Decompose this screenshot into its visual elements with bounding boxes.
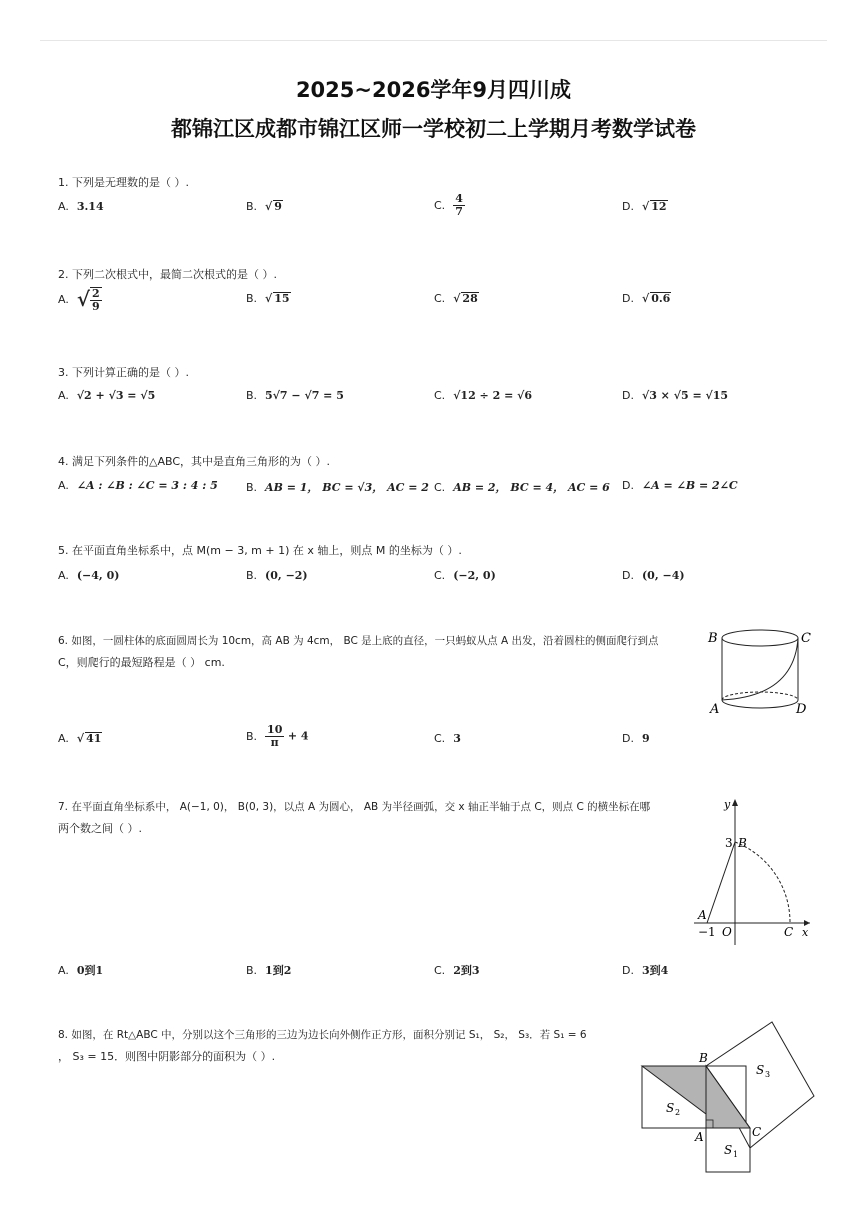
q5-option-c[interactable]: C. (−2, 0) bbox=[434, 569, 496, 582]
question-2 bbox=[58, 264, 277, 286]
label-minus-one: −1 bbox=[698, 925, 716, 939]
question-stem-line1: 7. 在平面直角坐标系中， A(−1, 0)， B(0, 3)，以点 A 为圆心， AB 为半径画弧，交 x 轴正半轴于点 C，则点 C 的横坐标在哪 bbox=[58, 801, 651, 813]
q2-option-d[interactable]: D. √ 0.6 bbox=[622, 292, 671, 305]
q4-option-c[interactable]: C. AB = 2， BC = 4， AC = 6 bbox=[434, 481, 610, 494]
squares-figure bbox=[636, 1016, 816, 1176]
label-c: C bbox=[752, 1125, 762, 1139]
label-a: A bbox=[695, 1130, 704, 1144]
label-s1-sub: 1 bbox=[733, 1150, 739, 1159]
question-stem: 3. 下列计算正确的是（ ）. bbox=[58, 366, 189, 379]
q3-option-c[interactable]: C. √12 ÷ 2 = √6 bbox=[434, 389, 533, 402]
label-origin: O bbox=[722, 925, 732, 939]
question-stem: 5. 在平面直角坐标系中，点 M(m − 3, m + 1) 在 x 轴上，则点 M 的坐标为（ ）. bbox=[58, 544, 462, 557]
q6-option-a[interactable]: A. √ 41 bbox=[58, 732, 102, 745]
q1-option-b[interactable]: B. √ 9 bbox=[246, 200, 282, 213]
question-8 bbox=[58, 1024, 638, 1068]
question-7 bbox=[58, 796, 698, 840]
question-stem: 1. 下列是无理数的是（ ）. bbox=[58, 176, 189, 189]
label-three: 3 bbox=[725, 836, 733, 850]
q2-option-a[interactable]: A. √ $\frac{2}{9}$ bbox=[58, 287, 100, 313]
q6-option-d[interactable]: D. 9 bbox=[622, 732, 650, 745]
question-stem-line2: C，则爬行的最短路程是（ ） cm. bbox=[58, 656, 225, 669]
label-a: A bbox=[698, 908, 707, 922]
label-b: B bbox=[708, 631, 718, 646]
label-s2: S bbox=[666, 1101, 675, 1115]
q3-option-a[interactable]: A. √2 + √3 = √5 bbox=[58, 389, 156, 402]
question-stem-line2: ， S₃ = 15．则图中阴影部分的面积为（ ）. bbox=[58, 1050, 276, 1063]
q4-option-b[interactable]: B. AB = 1， BC = √3， AC = 2 bbox=[246, 481, 429, 494]
label-c: C bbox=[784, 925, 794, 939]
label-s1: S bbox=[724, 1143, 733, 1157]
label-s2-sub: 2 bbox=[675, 1108, 681, 1117]
page-title-line1: 2025~2026学年9月四川成 bbox=[295, 78, 572, 102]
axis-x-label: x bbox=[802, 926, 809, 939]
q5-option-a[interactable]: A. (−4, 0) bbox=[58, 569, 120, 582]
page-title-line2: 都锦江区成都市锦江区师一学校初二上学期月考数学试卷 bbox=[171, 117, 696, 141]
q5-option-d[interactable]: D. (0, −4) bbox=[622, 569, 685, 582]
q3-option-d[interactable]: D. √3 × √5 = √15 bbox=[622, 389, 729, 402]
q7-option-d[interactable]: D. 3到4 bbox=[622, 964, 669, 977]
label-s3: S bbox=[756, 1063, 765, 1077]
question-3 bbox=[58, 362, 189, 384]
q3-option-b[interactable]: B. 5√7 − √7 = 5 bbox=[246, 389, 344, 402]
q7-option-b[interactable]: B. 1到2 bbox=[246, 964, 292, 977]
question-stem: 4. 满足下列条件的△ABC，其中是直角三角形的为（ ）. bbox=[58, 455, 331, 468]
question-stem: 2. 下列二次根式中，最简二次根式的是（ ）. bbox=[58, 268, 277, 281]
axis-y-label: y bbox=[724, 798, 731, 811]
header-divider bbox=[40, 40, 827, 41]
q6-option-b[interactable]: B. $\frac{10}{\pi}$ + 4 bbox=[246, 723, 309, 749]
question-4 bbox=[58, 451, 330, 473]
label-b: B bbox=[738, 836, 747, 850]
q2-option-b[interactable]: B. √ 15 bbox=[246, 292, 290, 305]
question-stem-line2: 两个数之间（ ）. bbox=[58, 822, 142, 835]
label-b: B bbox=[699, 1051, 708, 1065]
label-c: C bbox=[801, 631, 811, 646]
question-stem-line1: 6. 如图，一圆柱体的底面圆周长为 10cm，高 AB 为 4cm， BC 是上底的直径，一只蚂蚁从点 A 出发，沿着圆柱的侧面爬行到点 bbox=[58, 635, 659, 647]
question-6 bbox=[58, 630, 698, 674]
question-stem-line1: 8. 如图，在 Rt△ABC 中，分别以这个三角形的三边为边长向外侧作正方形，面积分别记 S₁， S₂， S₃．若 S₁ = 6 bbox=[58, 1029, 587, 1041]
q4-option-d[interactable]: D. ∠A = ∠B = 2∠C bbox=[622, 479, 738, 492]
q1-option-a[interactable]: A. 3.14 bbox=[58, 200, 104, 213]
question-5 bbox=[58, 540, 462, 562]
question-1 bbox=[58, 172, 189, 194]
q5-option-b[interactable]: B. (0, −2) bbox=[246, 569, 308, 582]
cylinder-figure bbox=[700, 624, 815, 720]
label-d: D bbox=[796, 702, 807, 717]
q7-option-a[interactable]: A. 0到1 bbox=[58, 964, 104, 977]
coordinate-figure bbox=[690, 795, 815, 950]
q6-option-c[interactable]: C. 3 bbox=[434, 732, 461, 745]
q2-option-c[interactable]: C. √ 28 bbox=[434, 292, 478, 305]
q4-option-a[interactable]: A. ∠A : ∠B : ∠C = 3 : 4 : 5 bbox=[58, 479, 218, 492]
label-a: A bbox=[710, 702, 720, 717]
q1-option-d[interactable]: D. √ 12 bbox=[622, 200, 667, 213]
q7-option-c[interactable]: C. 2到3 bbox=[434, 964, 480, 977]
q1-option-c[interactable]: C. $\frac{4}{7}$ bbox=[434, 192, 463, 218]
label-s3-sub: 3 bbox=[765, 1070, 771, 1079]
